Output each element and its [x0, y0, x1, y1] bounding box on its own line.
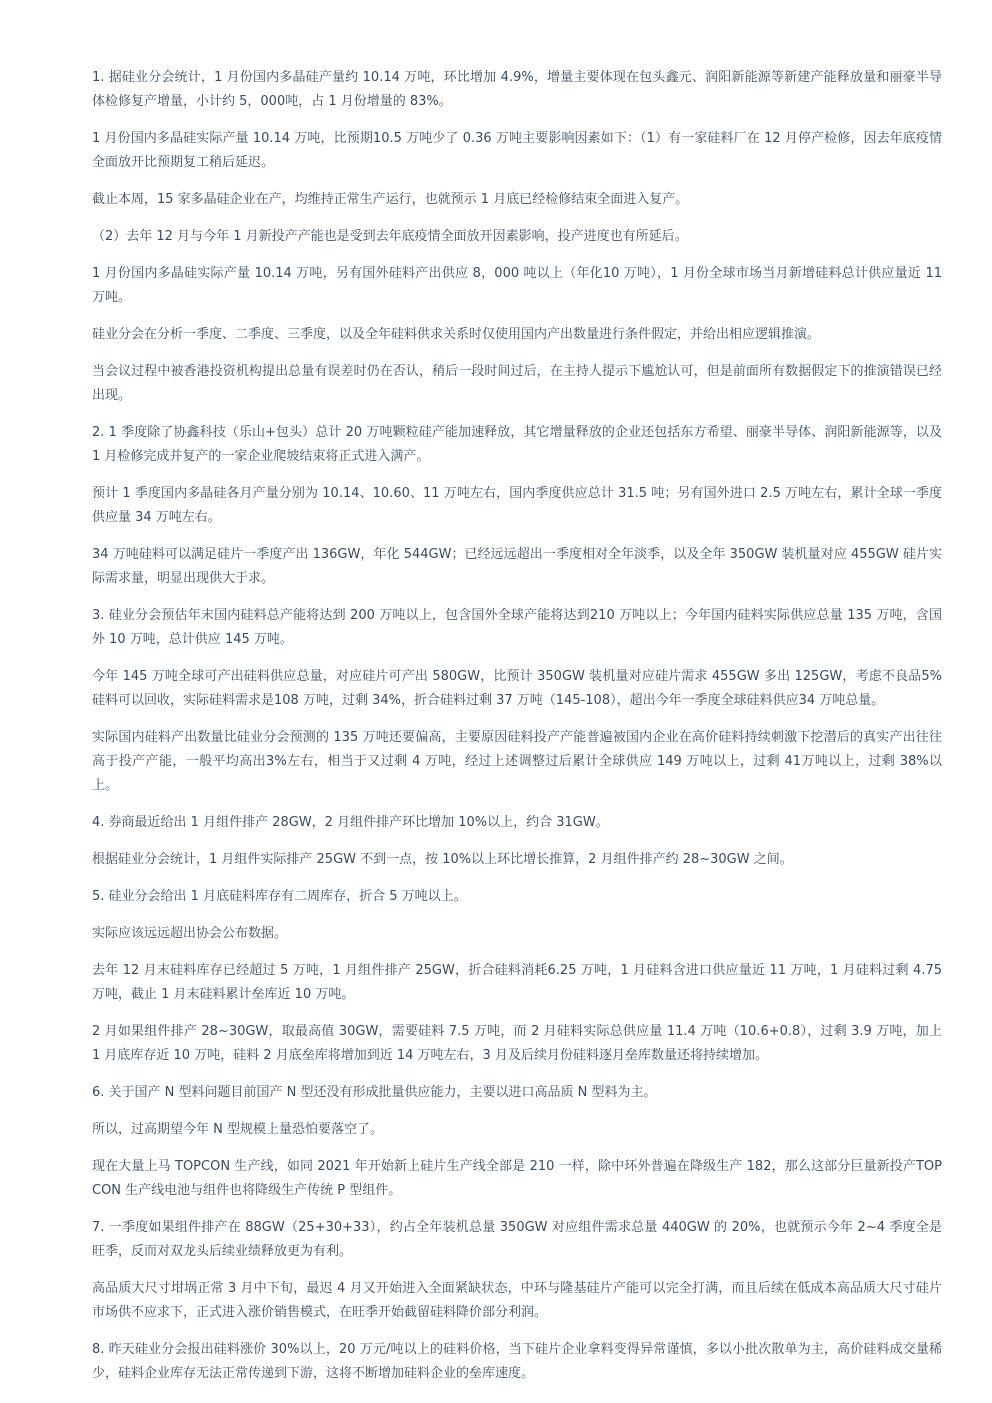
paragraph: 预计 1 季度国内多晶硅各月产量分别为 10.14、10.60、11 万吨左右，国内季度供应总计 31.5 吨；另有国外进口 2.5 万吨左右，累计全球一季度供应量 34 万吨左右。: [92, 486, 942, 525]
paragraph: 根据硅业分会统计，1 月组件实际排产 25GW 不到一点，按 10%以上环比增长推算，2 月组件排产约 28~30GW 之间。: [92, 852, 793, 867]
paragraph: 实际国内硅料产出数量比硅业分会预测的 135 万吨还要偏高，主要原因硅料投产产能普遍被国内企业在高价硅料持续刺激下挖潜后的真实产出往往高于投产产能，一般平均高出3%左右，相当于又过剩 4 万吨，经过上述调整过后累计全球供应 149 万吨以上，过剩 41万吨以上，过剩 38%以上。: [92, 730, 942, 793]
paragraph: 1 月份国内多晶硅实际产量 10.14 万吨，比预期10.5 万吨少了 0.36 万吨主要影响因素如下：（1）有一家硅料厂在 12 月停产检修，因去年底疫情全面放开比预期复工稍后延迟。: [92, 131, 942, 170]
paragraph: 4. 券商最近给出 1 月组件排产 28GW，2 月组件排产环比增加 10%以上，约合 31GW。: [92, 815, 609, 830]
paragraph: 2. 1 季度除了协鑫科技（乐山+包头）总计 20 万吨颗粒硅产能加速释放，其它增量释放的企业还包括东方希望、丽豪半导体、润阳新能源等，以及 1 月检修完成并复产的一家企业爬坡结束将正式进入满产。: [92, 425, 942, 464]
paragraph: 8. 昨天硅业分会报出硅料涨价 30%以上，20 万元/吨以上的硅料价格，当下硅片企业拿料变得异常谨慎，多以小批次散单为主，高价硅料成交量稀少，硅料企业库存无法正常传递到下游，这将不断增加硅料企业的垒库速度。: [92, 1342, 942, 1381]
paragraph: 当会议过程中被香港投资机构提出总量有误差时仍在否认，稍后一段时间过后，在主持人提示下尴尬认可，但是前面所有数据假定下的推演错误已经出现。: [92, 364, 942, 403]
paragraph: 实际应该远远超出协会公布数据。: [92, 926, 288, 941]
paragraph: 6. 关于国产 N 型料问题目前国产 N 型还没有形成批量供应能力，主要以进口高品质 N 型料为主。: [92, 1085, 657, 1100]
paragraph: 1. 据硅业分会统计，1 月份国内多晶硅产量约 10.14 万吨，环比增加 4.9%，增量主要体现在包头鑫元、润阳新能源等新建产能释放量和丽豪半导体检修复产增量，小计约 5，000吨，占 1 月份增量的 83%。: [92, 70, 942, 109]
paragraph: 现在大量上马 TOPCON 生产线，如同 2021 年开始新上硅片生产线全部是 210 一样，除中环外普遍在降级生产 182，那么这部分巨量新投产TOPCON 生产线电池与组件也将降级生产传统 P 型组件。: [92, 1159, 942, 1198]
paragraph: 5. 硅业分会给出 1 月底硅料库存有二周库存，折合 5 万吨以上。: [92, 889, 467, 904]
document-body: [92, 66, 942, 1399]
paragraph: 去年 12 月末硅料库存已经超过 5 万吨，1 月组件排产 25GW，折合硅料消耗6.25 万吨，1 月硅料含进口供应量近 11 万吨，1 月硅料过剩 4.75 万吨，截止 1 月末硅料累计垒库近 10 万吨。: [92, 963, 942, 1002]
paragraph: 今年 145 万吨全球可产出硅料供应总量，对应硅片可产出 580GW，比预计 350GW 装机量对应硅片需求 455GW 多出 125GW，考虑不良品5%硅料可以回收，实际硅料需求是108 万吨，过剩 34%，折合硅料过剩 37 万吨（145-108），超出今年一季度全球硅料供应34 万吨总量。: [92, 669, 942, 708]
paragraph: 1 月份国内多晶硅实际产量 10.14 万吨，另有国外硅料产出供应 8，000 吨以上（年化10 万吨），1 月份全球市场当月新增硅料总计供应量近 11 万吨。: [92, 266, 942, 305]
paragraph: 所以，过高期望今年 N 型规模上量恐怕要落空了。: [92, 1122, 383, 1137]
paragraph: 高品质大尺寸坩埚正常 3 月中下旬，最迟 4 月又开始进入全面紧缺状态，中环与隆基硅片产能可以完全打满，而且后续在低成本高品质大尺寸硅片市场供不应求下，正式进入涨价销售模式，在旺季开始截留硅料降价部分利润。: [92, 1281, 942, 1320]
paragraph: 截止本周，15 家多晶硅企业在产，均维持正常生产运行，也就预示 1 月底已经检修结束全面进入复产。: [92, 192, 689, 207]
paragraph: 7. 一季度如果组件排产在 88GW（25+30+33），约占全年装机总量 350GW 对应组件需求总量 440GW 的 20%，也就预示今年 2~4 季度全是旺季，反而对双龙头后续业绩释放更为有利。: [92, 1220, 942, 1259]
paragraph: 硅业分会在分析一季度、二季度、三季度，以及全年硅料供求关系时仅使用国内产出数量进行条件假定，并给出相应逻辑推演。: [92, 327, 821, 342]
paragraph: 2 月如果组件排产 28~30GW，取最高值 30GW，需要硅料 7.5 万吨，而 2 月硅料实际总供应量 11.4 万吨（10.6+0.8），过剩 3.9 万吨，加上 1 月底库存近 10 万吨，硅料 2 月底垒库将增加到近 14 万吨左右，3 月及后续月份硅料逐月垒库数量还将持续增加。: [92, 1024, 942, 1063]
paragraph: 3. 硅业分会预估年末国内硅料总产能将达到 200 万吨以上，包含国外全球产能将达到210 万吨以上；今年国内硅料实际供应总量 135 万吨，含国外 10 万吨，总计供应 145 万吨。: [92, 608, 942, 647]
paragraph: （2）去年 12 月与今年 1 月新投产产能也是受到去年底疫情全面放开因素影响，投产进度也有所延后。: [92, 229, 688, 244]
paragraph: 34 万吨硅料可以满足硅片一季度产出 136GW，年化 544GW；已经远远超出一季度相对全年淡季，以及全年 350GW 装机量对应 455GW 硅片实际需求量，明显出现供大于求。: [92, 547, 942, 586]
